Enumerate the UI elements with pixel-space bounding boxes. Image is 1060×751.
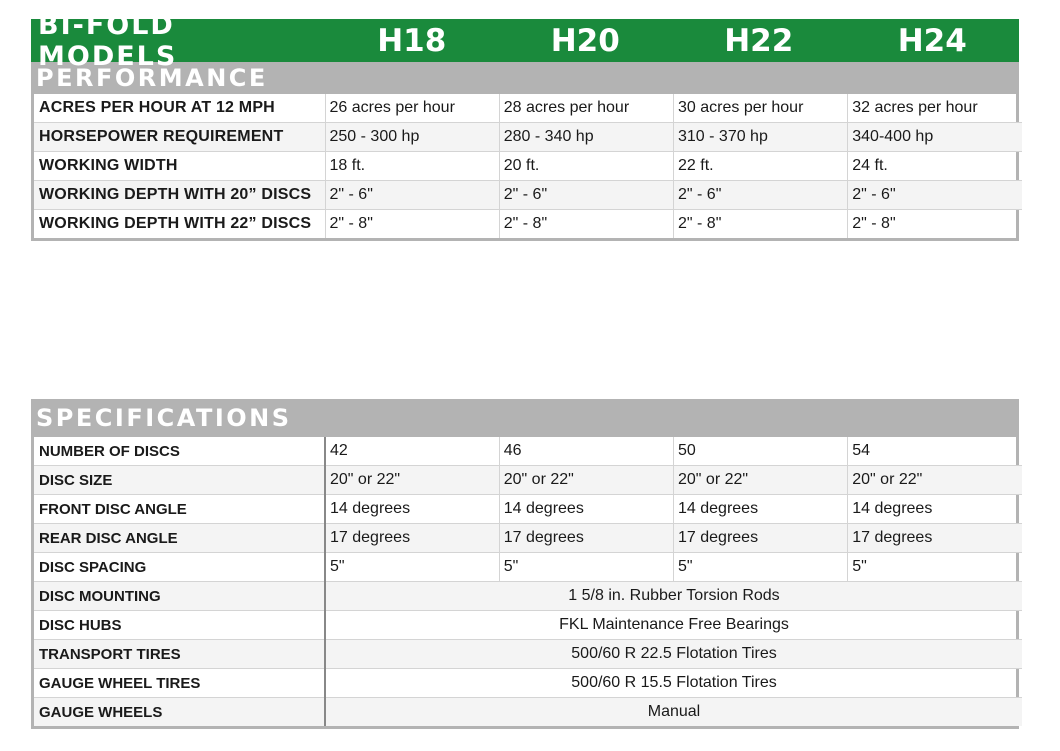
cell-value: 50: [674, 437, 848, 466]
table-row: [34, 495, 1022, 524]
cell-value: 14 degrees: [848, 495, 1022, 524]
cell-value: 17 degrees: [848, 524, 1022, 553]
cell-value: 20" or 22": [499, 466, 673, 495]
cell-value: 42: [325, 437, 499, 466]
table-row: [34, 123, 1022, 152]
cell-value: 2" - 8": [848, 210, 1022, 239]
spanned-value: 500/60 R 22.5 Flotation Tires: [325, 640, 1022, 669]
table-row: [34, 210, 1022, 239]
cell-value: 2" - 6": [499, 181, 673, 210]
row-label: WORKING WIDTH: [34, 152, 325, 181]
performance-table: [31, 9, 1019, 241]
specifications-grid: [34, 437, 1022, 726]
cell-value: 5": [674, 553, 848, 582]
model-h24: H24: [897, 22, 967, 59]
performance-grid: [34, 94, 1022, 238]
cell-value: 17 degrees: [674, 524, 848, 553]
cell-value: 54: [848, 437, 1022, 466]
cell-value: 28 acres per hour: [499, 94, 673, 123]
table-row: [34, 94, 1022, 123]
model-h20: H20: [550, 22, 620, 59]
cell-value: 20" or 22": [848, 466, 1022, 495]
models-header: [31, 9, 1019, 72]
cell-value: 5": [325, 553, 499, 582]
cell-value: 20" or 22": [674, 466, 848, 495]
table-row: [34, 152, 1022, 181]
table-row: [34, 611, 1022, 640]
row-label: DISC SPACING: [34, 553, 325, 582]
cell-value: 250 - 300 hp: [325, 123, 499, 152]
cell-value: 24 ft.: [848, 152, 1022, 181]
spanned-value: 1 5/8 in. Rubber Torsion Rods: [325, 582, 1022, 611]
cell-value: 18 ft.: [325, 152, 499, 181]
cell-value: 5": [499, 553, 673, 582]
table-row: [34, 437, 1022, 466]
row-label: WORKING DEPTH WITH 22” DISCS: [39, 215, 312, 232]
cell-value: 22 ft.: [674, 152, 848, 181]
cell-value: 2" - 6": [848, 181, 1022, 210]
row-label: DISC HUBS: [34, 611, 325, 640]
models-title: BI-FOLD MODELS: [38, 9, 178, 72]
cell-value: 2" - 8": [325, 210, 499, 239]
row-label: GAUGE WHEEL TIRES: [34, 669, 325, 698]
cell-value: 2" - 6": [325, 181, 499, 210]
cell-value: 32 acres per hour: [848, 94, 1022, 123]
spanned-value: Manual: [325, 698, 1022, 727]
cell-value: 340-400 hp: [848, 123, 1022, 152]
performance-heading: PERFORMANCE: [31, 62, 1019, 94]
table-row: [34, 181, 1022, 210]
spanned-value: FKL Maintenance Free Bearings: [325, 611, 1022, 640]
spanned-value: 500/60 R 15.5 Flotation Tires: [325, 669, 1022, 698]
cell-value: 26 acres per hour: [325, 94, 499, 123]
model-h18: H18: [377, 22, 447, 59]
row-label: NUMBER OF DISCS: [34, 437, 325, 466]
cell-value: 17 degrees: [499, 524, 673, 553]
cell-value: 46: [499, 437, 673, 466]
row-label: TRANSPORT TIRES: [34, 640, 325, 669]
cell-value: 14 degrees: [674, 495, 848, 524]
row-label: FRONT DISC ANGLE: [34, 495, 325, 524]
table-row: [34, 582, 1022, 611]
row-label: DISC MOUNTING: [34, 582, 325, 611]
row-label: ACRES PER HOUR AT 12 MPH: [34, 94, 325, 123]
cell-value: 2" - 8": [499, 210, 673, 239]
cell-value: 5": [848, 553, 1022, 582]
cell-value: 310 - 370 hp: [674, 123, 848, 152]
table-row: [34, 640, 1022, 669]
row-label: DISC SIZE: [34, 466, 325, 495]
cell-value: 14 degrees: [325, 495, 499, 524]
model-h22: H22: [724, 22, 794, 59]
cell-value: 14 degrees: [499, 495, 673, 524]
table-row: [34, 669, 1022, 698]
specifications-heading: SPECIFICATIONS: [31, 399, 1019, 437]
row-label: WORKING DEPTH WITH 20” DISCS: [34, 181, 325, 210]
table-row: [34, 524, 1022, 553]
cell-value: 17 degrees: [325, 524, 499, 553]
table-row: [34, 698, 1022, 727]
row-label: HORSEPOWER REQUIREMENT: [34, 123, 325, 152]
table-row: [34, 553, 1022, 582]
cell-value: 20" or 22": [325, 466, 499, 495]
cell-value: 2" - 8": [674, 210, 848, 239]
cell-value: 2" - 6": [674, 181, 848, 210]
specifications-table: [31, 399, 1019, 729]
cell-value: 30 acres per hour: [674, 94, 848, 123]
cell-value: 20 ft.: [499, 152, 673, 181]
cell-value: 280 - 340 hp: [499, 123, 673, 152]
row-label: GAUGE WHEELS: [34, 698, 325, 727]
row-label: REAR DISC ANGLE: [34, 524, 325, 553]
table-row: [34, 466, 1022, 495]
